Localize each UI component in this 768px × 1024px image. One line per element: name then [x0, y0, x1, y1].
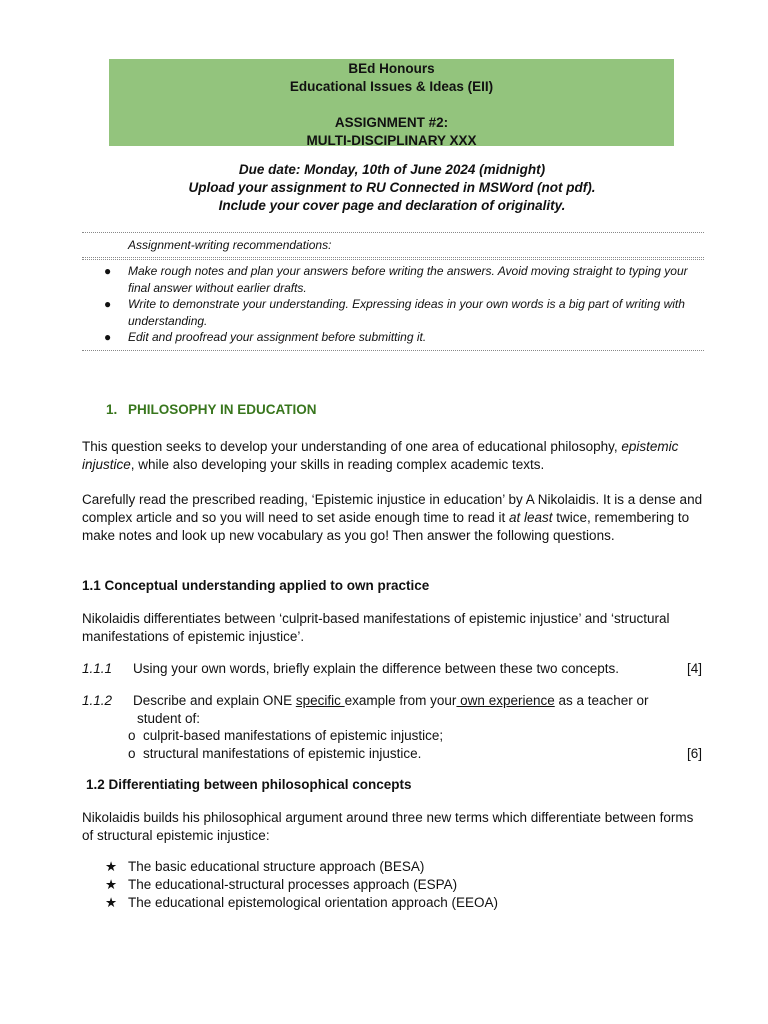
star-icon: ★ [105, 877, 118, 892]
reading-text: Carefully read the prescribed reading, ‘Epistemic injustice in education’ by A Nikolaidis. It is a dense and complex article and so you will need to set aside enough time to read it [82, 492, 703, 525]
subsection-heading: 1.1 Conceptual understanding applied to own practice [82, 578, 430, 593]
list-item [105, 858, 498, 876]
recommendation-text: Write to demonstrate your understanding. Expressing ideas in your own words is a big part of writing with understanding. [128, 297, 685, 328]
recommendations-list [82, 263, 704, 346]
assignment-header-banner [109, 59, 674, 146]
sublist-text: structural manifestations of epistemic injustice. [143, 746, 422, 761]
recommendation-text: Edit and proofread your assignment before submitting it. [128, 330, 427, 344]
header-spacer [109, 96, 674, 114]
recommendations-title: Assignment-writing recommendations: [128, 238, 332, 252]
reading-instructions [82, 491, 704, 545]
question-marks: [6] [686, 746, 702, 761]
list-item [82, 263, 704, 296]
star-icon: ★ [105, 895, 118, 910]
sublist-text: culprit-based manifestations of epistemic injustice; [143, 728, 444, 743]
divider [82, 350, 704, 351]
approach-text: The educational-structural processes approach (ESPA) [128, 877, 458, 892]
list-item [82, 329, 704, 346]
upload-instruction: Upload your assignment to RU Connected in MSWord (not pdf). [188, 180, 596, 195]
question-text-continued: student of: [137, 711, 201, 726]
subsection-intro: Nikolaidis differentiates between ‘culprit-based manifestations of epistemic injustice’ and ‘structural manifestations of epistemic injustice’. [82, 611, 670, 644]
intro-italic: epistemic injustice [82, 439, 679, 472]
due-date-block [82, 161, 702, 215]
bullet-icon: ● [104, 297, 112, 311]
divider [82, 257, 704, 258]
question-sublist [128, 727, 443, 763]
list-item [82, 296, 704, 329]
approach-text: The basic educational structure approach (BESA) [128, 859, 425, 874]
question-marks: [4] [686, 661, 702, 676]
intro-text: , while also developing your skills in reading complex academic texts. [130, 457, 545, 472]
subsection-heading: 1.2 Differentiating between philosophical concepts [86, 777, 412, 792]
question-text: Using your own words, briefly explain the difference between these two concepts. [133, 661, 620, 676]
intro-text: This question seeks to develop your understanding of one area of educational philosophy, [82, 439, 622, 454]
question-text-part: as a teacher or [554, 693, 649, 708]
bullet-icon: ● [104, 264, 112, 278]
subsection-intro: Nikolaidis builds his philosophical argument around three new terms which differentiate between forms of structural epistemic injustice: [82, 810, 694, 843]
section-number: 1. [106, 402, 118, 417]
bullet-icon: ● [104, 330, 112, 344]
list-item [128, 745, 443, 763]
section-intro [82, 438, 704, 474]
divider [82, 232, 704, 233]
assignment-topic: MULTI-DISCIPLINARY XXX [306, 133, 477, 148]
recommendation-text: Make rough notes and plan your answers before writing the answers. Avoid moving straight to typing your final answer without earlier drafts. [128, 264, 688, 295]
reading-text: twice, remembering to make notes and look up new vocabulary as you go! Then answer the following questions. [82, 510, 690, 543]
cover-page-instruction: Include your cover page and declaration of originality. [218, 198, 566, 213]
underlined-text: own experience [456, 693, 555, 708]
approach-text: The educational epistemological orientation approach (EEOA) [128, 895, 498, 910]
section-heading [106, 402, 317, 417]
assignment-number: ASSIGNMENT #2: [334, 115, 449, 130]
question-text-part: Describe and explain ONE [133, 693, 296, 708]
reading-italic: at least [509, 510, 553, 525]
question-text [133, 692, 649, 710]
circle-bullet-icon: o [128, 746, 136, 761]
course-level: BEd Honours [348, 61, 435, 76]
question-number: 1.1.2 [82, 693, 113, 708]
underlined-text: specific [295, 693, 345, 708]
list-item [105, 894, 498, 912]
due-date: Due date: Monday, 10th of June 2024 (midnight) [238, 162, 546, 177]
star-icon: ★ [105, 859, 118, 874]
question-text-part: example from your [344, 693, 457, 708]
divider [82, 259, 704, 260]
course-title: Educational Issues & Ideas (EII) [289, 79, 494, 94]
circle-bullet-icon: o [128, 728, 136, 743]
section-title: PHILOSOPHY IN EDUCATION [128, 402, 317, 417]
list-item [105, 876, 498, 894]
question-number: 1.1.1 [82, 661, 113, 676]
approaches-list [105, 858, 498, 912]
list-item [128, 727, 443, 745]
